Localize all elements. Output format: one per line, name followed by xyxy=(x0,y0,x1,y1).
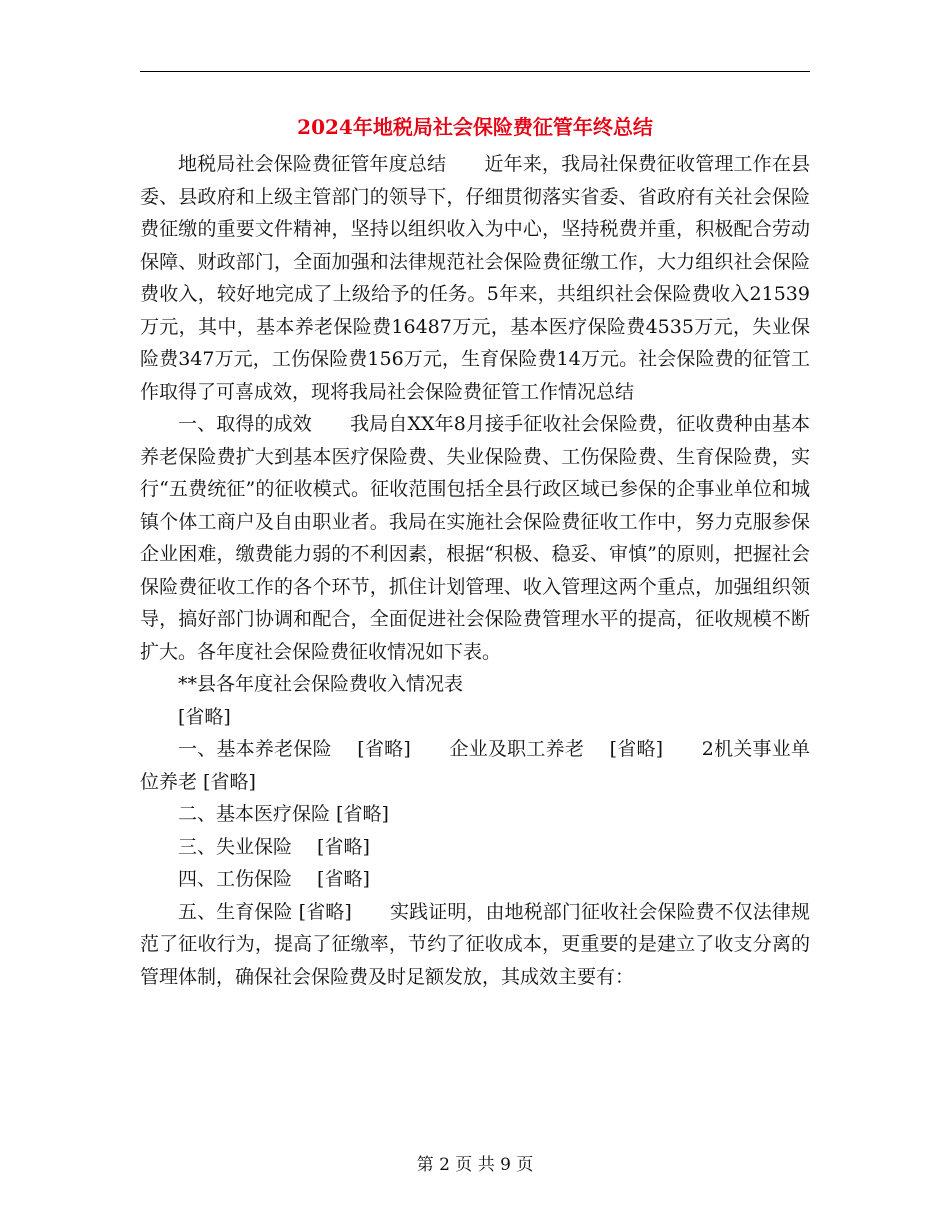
paragraph-pension-insurance: 一、基本养老保险 [省略] 企业及职工养老 [省略] 2机关事业单位养老 [省略] xyxy=(140,738,810,793)
paragraph-intro: 地税局社会保险费征管年度总结 近年来，我局社保费征收管理工作在县委、县政府和上级主管部门的领导下，仔细贯彻落实省委、省政府有关社会保险费征缴的重要文件精神，坚持以组织收入为中心，坚持税费并重，积极配合劳动保障、财政部门，全面加强和法律规范社会保险费征缴工作，大力组织社会保险费收入，较好地完成了上级给予的任务。5年来，共组织社会保险费收入21539万元，其中，基本养老保险费16487万元，基本医疗保险费4535万元，失业保险费347万元，工伤保险费156万元，生育保险费14万元。社会保险费的征管工作取得了可喜成效，现将我局社会保险费征管工作情况总结 xyxy=(140,153,810,403)
document-title: 2024年地税局社会保险费征管年终总结 xyxy=(297,115,653,139)
page-number: 第 2 页 共 9 页 xyxy=(416,1155,534,1175)
paragraph-injury-insurance: 四、工伤保险 [省略] xyxy=(178,868,370,890)
paragraph-unemployment-insurance: 三、失业保险 [省略] xyxy=(178,835,370,858)
document-body xyxy=(140,148,810,993)
paragraph-maternity-insurance: 五、生育保险 [省略] 实践证明，由地税部门征收社会保险费不仅法律规范了征收行为，提高了征缴率，节约了征收成本，更重要的是建立了收支分离的管理体制，确保社会保险费及时足额发放，其成效主要有： xyxy=(140,900,810,988)
paragraph-achievements: 一、取得的成效 我局自XX年8月接手征收社会保险费，征收费种由基本养老保险费扩大到基本医疗保险费、失业保险费、工伤保险费、生育保险费，实行“五费统征”的征收模式。征收范围包括全县行政区域已参保的企事业单位和城镇个体工商户及自由职业者。我局在实施社会保险费征收工作中，努力克服参保企业困难，缴费能力弱的不利因素，根据“积极、稳妥、审慎”的原则，把握社会保险费征收工作的各个环节，抓住计划管理、收入管理这两个重点，加强组织领导，搞好部门协调和配合，全面促进社会保险费管理水平的提高，征收规模不断扩大。各年度社会保险费征收情况如下表。 xyxy=(140,413,810,663)
header-rule xyxy=(140,71,810,72)
table-omitted: [省略] xyxy=(178,705,231,728)
paragraph-medical-insurance: 二、基本医疗保险 [省略] xyxy=(178,803,389,825)
table-caption: **县各年度社会保险费收入情况表 xyxy=(178,673,464,695)
